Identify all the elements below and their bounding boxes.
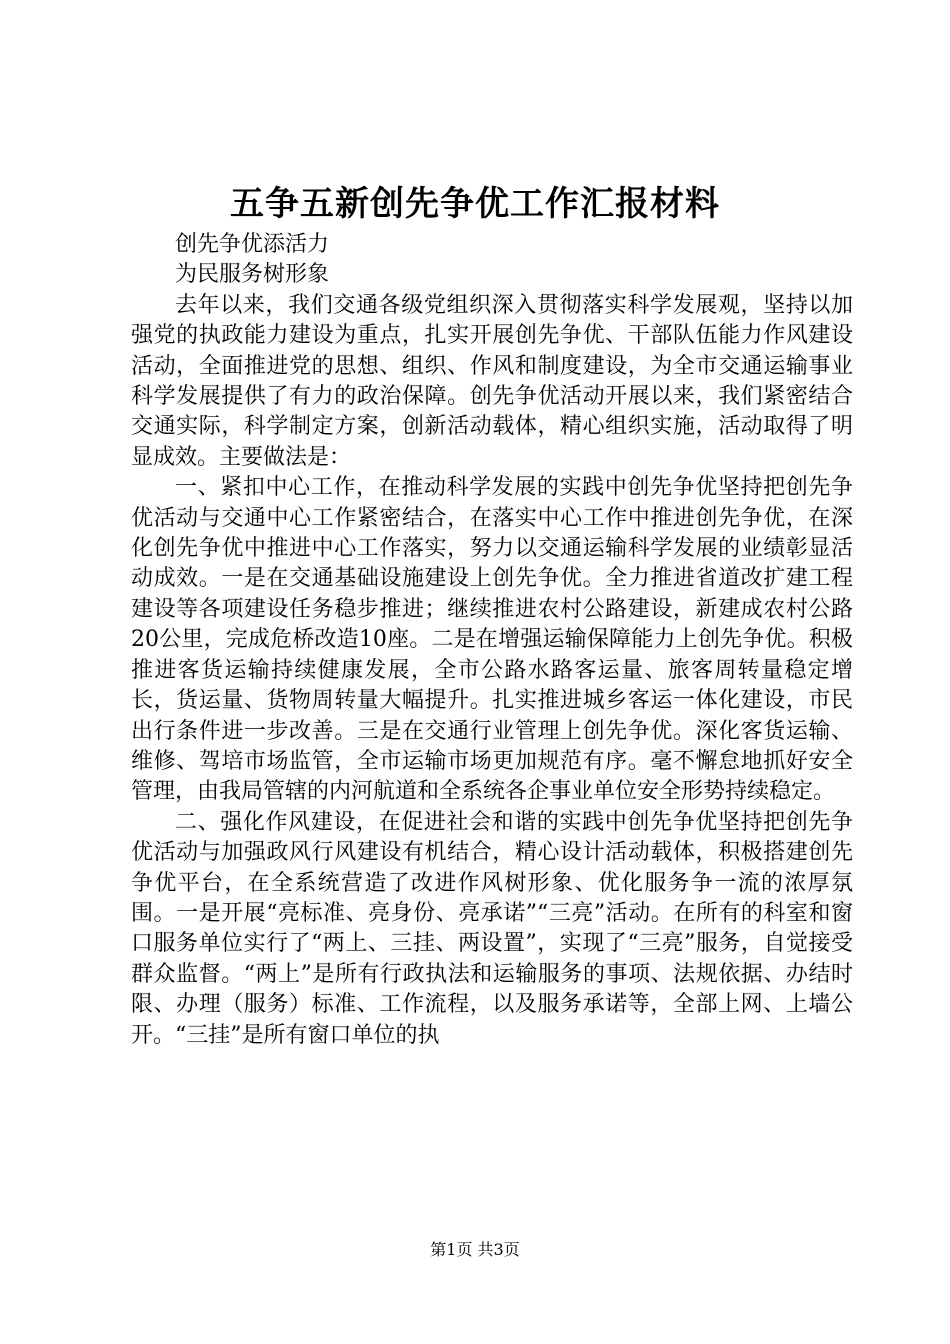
subtitle-1: 创先争优添活力 [175,232,330,257]
page-number-footer: 第1页 共3页 [430,1240,520,1259]
paragraph-intro: 去年以来，我们交通各级党组织深入贯彻落实科学发展观，坚持以加强党的执政能力建设为重点，扎实开展创先争优、干部队伍能力作风建设活动，全面推进党的思想、组织、作风和制度建设，为全市交通运输事业科学发展提供了有力的政治保障。创先争优活动开展以来，我们紧密结合交通实际，科学制定方案，创新活动载体，精心组织实施，活动取得了明显成效。主要做法是： [131,292,853,470]
subtitle-2: 为民服务树形象 [175,262,330,288]
paragraph-section-1: 一、紧扣中心工作，在推动科学发展的实践中创先争优坚持把创先争优活动与交通中心工作紧密结合，在落实中心工作中推进创先争优，在深化创先争优中推进中心工作落实，努力以交通运输科学发展的业绩彰显活动成效。一是在交通基础设施建设上创先争优。全力推进省道改扩建工程建设等各项建设任务稳步推进；继续推进农村公路建设，新建成农村公路20公里，完成危桥改造10座。二是在增强运输保障能力上创先争优。积极推进客货运输持续健康发展，全市公路水路客运量、旅客周转量稳定增长，货运量、货物周转量大幅提升。扎实推进城乡客运一体化建设，市民出行条件进一步改善。三是在交通行业管理上创先争优。深化客货运输、维修、驾培市场监管，全市运输市场更加规范有序。毫不懈怠地抓好安全管理，由我局管辖的内河航道和全系统各企事业单位安全形势持续稳定。 [131,475,853,805]
document-title: 五争五新创先争优工作汇报材料 [230,184,720,224]
paragraph-section-2: 二、强化作风建设，在促进社会和谐的实践中创先争优坚持把创先争优活动与加强政风行风建设有机结合，精心设计活动载体，积极搭建创先争优平台，在全系统营造了改进作风树形象、优化服务争一流的浓厚氛围。一是开展“亮标准、亮身份、亮承诺”“三亮”活动。在所有的科室和窗口服务单位实行了“两上、三挂、两设置”，实现了“三亮”服务，自觉接受群众监督。“两上”是所有行政执法和运输服务的事项、法规依据、办结时限、办理（服务）标准、工作流程，以及服务承诺等，全部上网、上墙公开。“三挂”是所有窗口单位的执 [131,809,853,1048]
document-body [131,230,853,1051]
